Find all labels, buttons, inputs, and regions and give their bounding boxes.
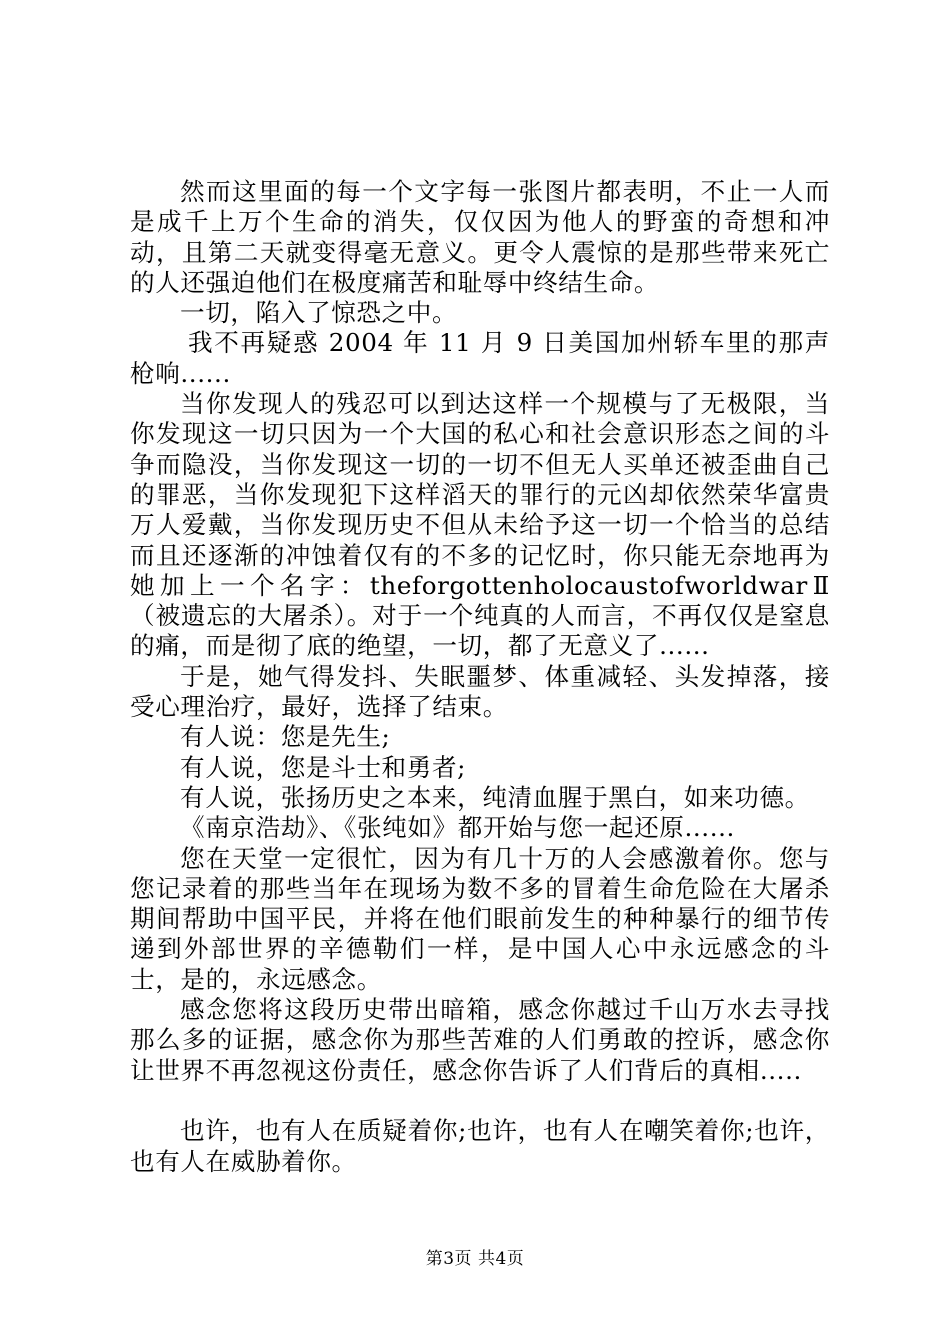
- paragraph: 当你发现人的残忍可以到达这样一个规模与了无极限，当你发现这一切只因为一个大国的私心和社会意识形态之间的斗争而隐没，当你发现这一切的一切不但无人买单还被歪曲自己的罪恶，当你发现犯下这样滔天的罪行的元凶却依然荣华富贵万人爱戴，当你发现历史不但从未给予这一切一个恰当的总结而且还逐渐的冲蚀着仅有的不多的记忆时，你只能无奈地再为她加上一个名字：theforgottenholocaustofworldwarⅡ（被遗忘的大屠杀）。对于一个纯真的人而言，不再仅仅是窒息的痛，而是彻了底的绝望，一切，都了无意义了......: [130, 389, 830, 661]
- paragraph: 感念您将这段历史带出暗箱，感念你越过千山万水去寻找那么多的证据，感念你为那些苦难的人们勇敢的控诉，感念你让世界不再忽视这份责任，感念你告诉了人们背后的真相.....: [130, 995, 830, 1085]
- paragraph-gap: [130, 1086, 830, 1116]
- paragraph: 《南京浩劫》、《张纯如》都开始与您一起还原......: [180, 813, 735, 843]
- paragraph: 有人说，张扬历史之本来，纯清血腥于黑白，如来功德。: [180, 782, 810, 812]
- paragraph: 您在天堂一定很忙，因为有几十万的人会感激着你。您与您记录着的那些当年在现场为数不多的冒着生命危险在大屠杀期间帮助中国平民，并将在他们眼前发生的种种暴行的细节传递到外部世界的辛德勒们一样，是中国人心中永远感念的斗士，是的，永远感念。: [130, 843, 830, 994]
- paragraph: 有人说，您是斗士和勇者;: [180, 752, 467, 782]
- paragraph: 于是，她气得发抖、失眠噩梦、体重减轻、头发掉落，接受心理治疗，最好，选择了结束。: [130, 661, 830, 722]
- page-footer: 第3页 共4页: [425, 1249, 525, 1269]
- paragraph: 有人说：您是先生;: [180, 722, 391, 752]
- paragraph: 也许，也有人在质疑着你;也许，也有人在嘲笑着你;也许，也有人在威胁着你。: [130, 1116, 830, 1176]
- paragraph: 然而这里面的每一个文字每一张图片都表明，不止一人而是成千上万个生命的消失，仅仅因为他人的野蛮的奇想和冲动，且第二天就变得毫无意义。更令人震惊的是那些带来死亡的人还强迫他们在极度痛苦和耻辱中终结生命。: [130, 177, 830, 297]
- body-text: [130, 177, 830, 1177]
- paragraph: 我不再疑惑 2004 年 11 月 9 日美国加州轿车里的那声枪响......: [130, 328, 830, 388]
- paragraph: 一切，陷入了惊恐之中。: [180, 298, 458, 328]
